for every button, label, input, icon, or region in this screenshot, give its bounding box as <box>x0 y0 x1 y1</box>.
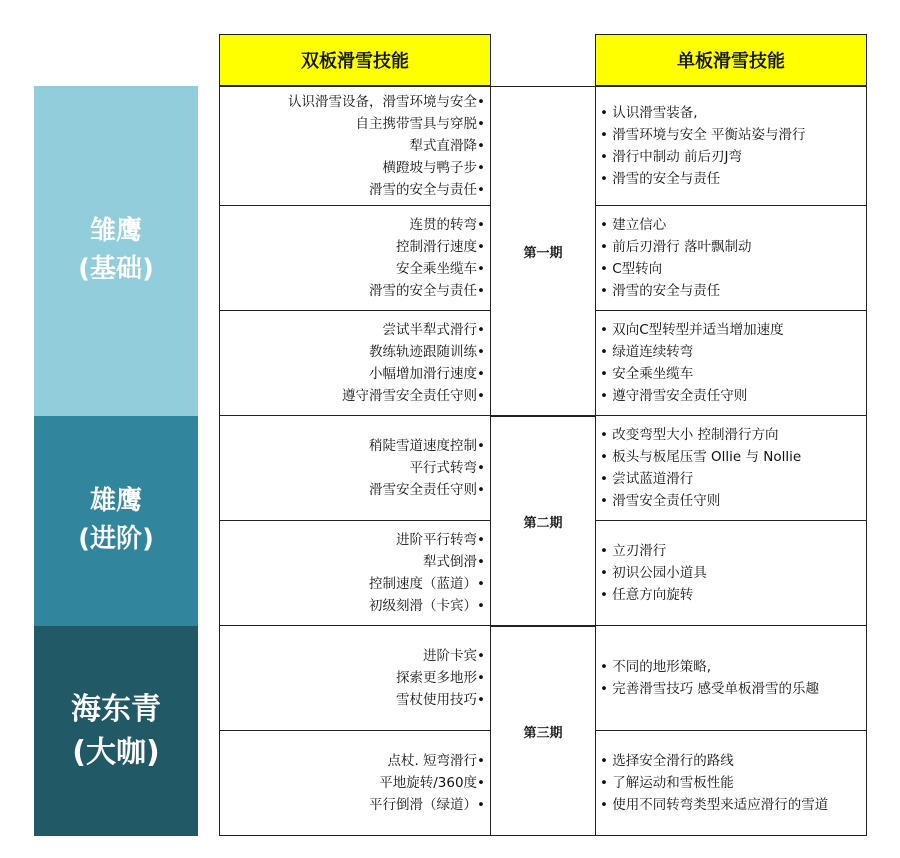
skill-item: • 滑行中制动 前后刃J弯 <box>600 149 743 165</box>
skill-item: • 滑雪安全责任守则 <box>600 493 721 509</box>
double-skills-row-6 <box>219 625 491 731</box>
skill-item: • 绿道连续转弯 <box>600 344 694 360</box>
skill-item: • 尝试蓝道滑行 <box>600 471 694 487</box>
double-skills-row-7 <box>219 730 491 836</box>
skill-item: 自主携带雪具与穿脱• <box>355 116 485 132</box>
level-expert <box>34 626 198 836</box>
skill-item: • 滑雪环境与安全 平衡站姿与滑行 <box>600 127 806 143</box>
double-skills-row-4 <box>219 415 491 521</box>
skill-item: 滑雪的安全与责任• <box>369 283 485 299</box>
skill-item: 初级刻滑（卡宾）• <box>369 598 485 614</box>
skill-item: 平行倒滑（绿道）• <box>369 797 485 813</box>
skill-item: 雪杖使用技巧• <box>396 692 485 708</box>
skill-item: • 认识滑雪装备, <box>600 105 698 121</box>
skill-item: 控制速度（蓝道）• <box>369 576 485 592</box>
skill-item: 犁式直滑降• <box>409 138 485 154</box>
skill-item: • 安全乘坐缆车 <box>600 366 694 382</box>
skill-item: • 初识公园小道具 <box>600 565 707 581</box>
skill-item: 滑雪安全责任守则• <box>369 482 485 498</box>
skill-item: • 选择安全滑行的路线 <box>600 753 734 769</box>
single-skills-row-7 <box>595 730 867 836</box>
level-sub: (进阶) <box>78 524 154 554</box>
skill-item: 点杖. 短弯滑行• <box>387 753 485 769</box>
period-2: 第二期 <box>490 416 596 626</box>
skill-item: 横蹬坡与鸭子步• <box>382 160 485 176</box>
skill-item: 平行式转弯• <box>409 460 485 476</box>
single-skills-row-5 <box>595 520 867 626</box>
skill-item: • C型转向 <box>600 261 663 277</box>
skill-item: • 立刃滑行 <box>600 543 667 559</box>
period-1: 第一期 <box>490 86 596 416</box>
skill-item: • 板头与板尾压雪 Ollie 与 Nollie <box>600 449 802 465</box>
level-name: 海东青 <box>71 691 161 727</box>
skill-item: 认识滑雪设备，滑雪环境与安全• <box>288 94 485 110</box>
single-skills-row-3 <box>595 310 867 416</box>
skill-item: 遵守滑雪安全责任守则• <box>342 388 485 404</box>
skill-item: 小幅增加滑行速度• <box>369 366 485 382</box>
skill-item: 教练轨迹跟随训练• <box>369 344 485 360</box>
skill-item: 尝试半犁式滑行• <box>382 322 485 338</box>
single-skills-row-6 <box>595 625 867 731</box>
skill-item: • 完善滑雪技巧 感受单板滑雪的乐趣 <box>600 681 820 697</box>
skill-item: • 滑雪的安全与责任 <box>600 283 721 299</box>
skill-item: 进阶卡宾• <box>423 648 485 664</box>
skill-item: • 了解运动和雪板性能 <box>600 775 734 791</box>
skill-item: • 任意方向旋转 <box>600 587 694 603</box>
skill-item: • 遵守滑雪安全责任守则 <box>600 388 748 404</box>
level-sub: (大咖) <box>72 735 160 770</box>
skill-item: 安全乘坐缆车• <box>396 261 485 277</box>
double-skills-row-3 <box>219 310 491 416</box>
skill-item: 连贯的转弯• <box>409 217 485 233</box>
skill-item: • 滑雪的安全与责任 <box>600 171 721 187</box>
skill-item: • 改变弯型大小 控制滑行方向 <box>600 427 779 443</box>
level-intermediate <box>34 416 198 626</box>
header-double-board: 双板滑雪技能 <box>219 34 491 86</box>
level-name: 雏鹰 <box>89 216 142 247</box>
skill-item: • 双向C型转型并适当增加速度 <box>600 322 784 338</box>
level-sub: (基础) <box>78 254 154 284</box>
skill-item: • 建立信心 <box>600 217 667 233</box>
double-skills-row-5 <box>219 520 491 626</box>
period-3: 第三期 <box>490 626 596 836</box>
skill-item: 控制滑行速度• <box>396 239 485 255</box>
skill-item: 探索更多地形• <box>396 670 485 686</box>
double-skills-row-2 <box>219 205 491 311</box>
skill-item: 进阶平行转弯• <box>396 532 485 548</box>
header-single-board: 单板滑雪技能 <box>595 34 867 86</box>
double-skills-row-1 <box>219 86 491 206</box>
level-beginner <box>34 86 198 416</box>
single-skills-row-4 <box>595 415 867 521</box>
skill-item: • 前后刃滑行 落叶飘制动 <box>600 239 752 255</box>
skill-item: 稍陡雪道速度控制• <box>369 438 485 454</box>
single-skills-row-2 <box>595 205 867 311</box>
skill-item: • 不同的地形策略, <box>600 659 712 675</box>
level-name: 雄鹰 <box>89 486 142 517</box>
skill-item: • 使用不同转弯类型来适应滑行的雪道 <box>600 797 829 813</box>
skill-item: 犁式倒滑• <box>423 554 485 570</box>
skill-item: 滑雪的安全与责任• <box>369 182 485 198</box>
single-skills-row-1 <box>595 86 867 206</box>
skill-item: 平地旋转/360度• <box>379 775 485 791</box>
